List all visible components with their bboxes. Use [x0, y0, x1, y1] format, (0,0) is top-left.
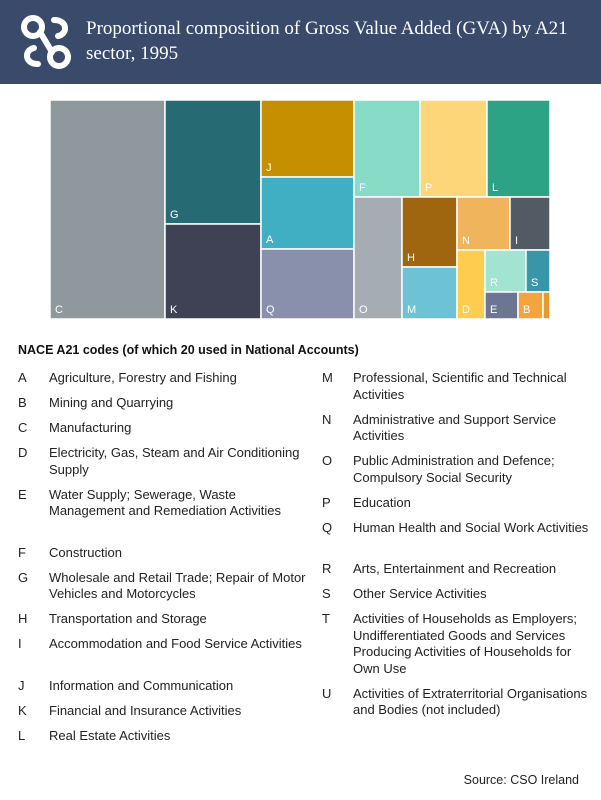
legend-item-h: [18, 611, 308, 628]
legend-name: Arts, Entertainment and Recreation: [353, 561, 557, 576]
legend-name: Mining and Quarrying: [49, 395, 174, 410]
treemap-cell-o[interactable]: [354, 197, 402, 319]
treemap-cell-b[interactable]: [518, 292, 543, 319]
legend-code: U: [322, 685, 332, 701]
legend-name: Human Health and Social Work Activities: [353, 519, 589, 535]
legend-name: Public Administration and Defence; Compulsory Social Security: [353, 453, 555, 485]
legend-code: J: [18, 677, 25, 693]
legend-name: Financial and Insurance Activities: [49, 702, 242, 718]
legend-item-l: [18, 728, 308, 745]
treemap-label-d: D: [462, 304, 470, 316]
treemap-label-e: E: [490, 304, 498, 316]
treemap-cell-t[interactable]: [543, 292, 550, 319]
legend-name: Activities of Households as Employers; Undifferentiated Goods and Services Producing Activities of Households for Own Use: [353, 611, 577, 676]
legend-name: Agriculture, Forestry and Fishing: [49, 370, 237, 385]
legend-code: I: [18, 636, 22, 651]
legend-name: Electricity, Gas, Steam and Air Conditioning Supply: [49, 445, 300, 477]
legend-item-p: [322, 495, 592, 512]
legend-code: B: [18, 395, 27, 410]
legend-name: Accommodation and Food Service Activities: [49, 636, 302, 651]
legend-code: L: [18, 727, 26, 743]
legend-code: O: [322, 453, 333, 468]
legend-code: E: [18, 486, 27, 502]
treemap-label-i: I: [515, 235, 519, 247]
treemap-label-n: N: [462, 235, 470, 247]
legend-item-e: [18, 487, 308, 520]
treemap-cell-a[interactable]: [261, 177, 354, 249]
legend-item-m: [322, 370, 592, 403]
legend-item-d: [18, 445, 308, 478]
treemap-cell-g[interactable]: [165, 100, 261, 224]
treemap-label-g: G: [170, 209, 179, 221]
legend-code: Q: [322, 519, 333, 535]
treemap-label-s: S: [531, 277, 539, 289]
legend-name: Water Supply; Sewerage, Waste Management and Remediation Activities: [49, 486, 281, 518]
legend-item-g: [18, 570, 308, 603]
legend-code: G: [18, 569, 29, 585]
legend-item-k: [18, 703, 308, 720]
treemap-label-c: C: [55, 304, 63, 316]
legend-item-q: [322, 520, 592, 537]
treemap-label-l: L: [492, 182, 499, 194]
legend-name: Information and Communication: [49, 677, 234, 693]
treemap-label-j: J: [266, 162, 272, 174]
treemap-cell-j[interactable]: [261, 100, 354, 177]
treemap-label-a: A: [266, 234, 274, 246]
legend-code: P: [322, 494, 331, 510]
legend-item-n: [322, 412, 592, 445]
treemap-label-b: B: [523, 304, 531, 316]
legend-name: Transportation and Storage: [49, 611, 207, 626]
treemap-label-p: P: [425, 182, 433, 194]
legend-name: Education: [353, 494, 411, 510]
treemap-label-k: K: [170, 304, 178, 316]
treemap-cell-c[interactable]: [50, 100, 165, 319]
legend-code: F: [18, 544, 26, 560]
legend-item-i: [18, 636, 308, 653]
legend-item-s: [322, 586, 592, 603]
legend-item-a: [18, 370, 308, 387]
treemap-label-h: H: [407, 252, 415, 264]
legend-name: Real Estate Activities: [49, 727, 171, 743]
legend-title: NACE A21 codes (of which 20 used in National Accounts): [18, 343, 359, 357]
treemap-chart: [50, 100, 551, 320]
legend-code: N: [322, 411, 332, 427]
legend-code: D: [18, 445, 28, 460]
legend-name: Manufacturing: [49, 420, 132, 435]
treemap-label-r: R: [490, 277, 498, 289]
legend-code: K: [18, 702, 27, 718]
treemap-label-o: O: [359, 304, 368, 316]
treemap-label-f: F: [359, 182, 366, 194]
legend-code: C: [18, 420, 28, 435]
legend-item-r: [322, 561, 592, 578]
legend-item-u: [322, 686, 592, 719]
legend-item-j: [18, 678, 308, 695]
legend-name: Professional, Scientific and Technical Activities: [353, 370, 567, 402]
legend-item-c: [18, 420, 308, 437]
chart-title: Proportional composition of Gross Value Added (GVA) by A21 sector, 1995: [86, 18, 568, 64]
legend-item-t: [322, 611, 592, 677]
treemap-label-q: Q: [266, 304, 275, 316]
treemap-cell-q[interactable]: [261, 249, 354, 319]
legend-code: S: [322, 586, 331, 601]
legend-code: M: [322, 370, 333, 385]
header-banner: [0, 0, 601, 84]
legend-name: Construction: [49, 544, 122, 560]
legend-code: H: [18, 611, 28, 626]
legend-name: Other Service Activities: [353, 586, 487, 601]
legend-code: A: [18, 370, 27, 385]
legend-item-b: [18, 395, 308, 412]
legend-name: Activities of Extraterritorial Organisations and Bodies (not included): [353, 685, 588, 717]
legend-name: Wholesale and Retail Trade; Repair of Motor Vehicles and Motorcycles: [49, 569, 306, 601]
treemap-cell-k[interactable]: [165, 224, 261, 319]
legend-code: R: [322, 561, 332, 576]
treemap-label-m: M: [407, 304, 417, 316]
legend-code: T: [322, 611, 330, 626]
legend-name: Administrative and Support Service Activities: [353, 411, 557, 443]
legend-item-f: [18, 545, 308, 562]
source-note: Source: CSO Ireland: [463, 773, 579, 787]
cso-logo-icon: [18, 12, 74, 72]
legend-item-o: [322, 453, 592, 486]
